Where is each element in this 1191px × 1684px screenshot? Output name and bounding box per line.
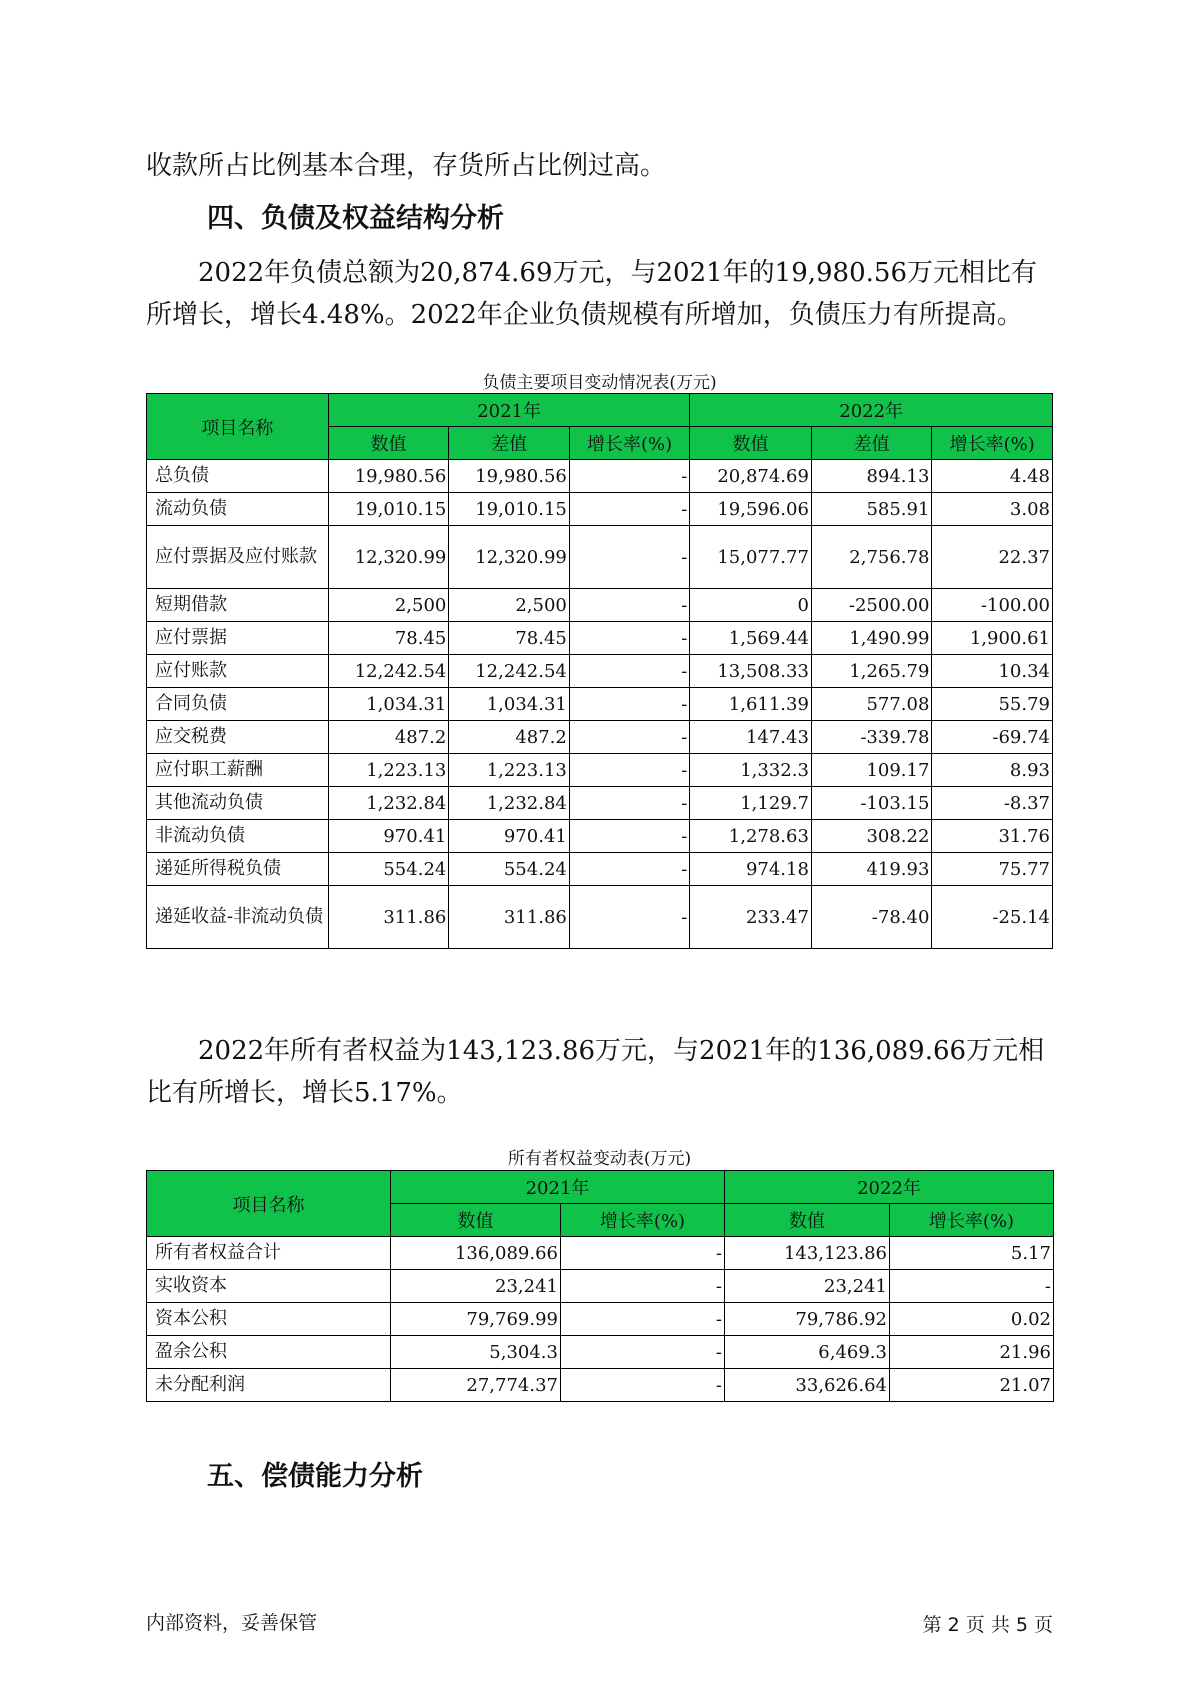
rate-2022: -25.14 (932, 886, 1053, 949)
value-2021: 1,034.31 (328, 688, 449, 721)
rate-2021: - (569, 820, 690, 853)
rate-2021: - (561, 1237, 725, 1270)
table-row (147, 853, 1053, 886)
rate-2021: - (569, 589, 690, 622)
table-row (147, 655, 1053, 688)
row-label: 递延收益-非流动负债 (147, 886, 329, 949)
liability-change-table (146, 393, 1053, 949)
table-row (147, 1270, 1054, 1303)
value-2022: 233.47 (690, 886, 812, 949)
diff-2022: 1,265.79 (811, 655, 932, 688)
value-2022: 79,786.92 (725, 1303, 890, 1336)
row-label: 盈余公积 (147, 1336, 391, 1369)
diff-2022: 894.13 (811, 460, 932, 493)
rate-2021: - (569, 886, 690, 949)
rate-2021: - (569, 754, 690, 787)
header-value-2021: 数值 (328, 427, 449, 460)
value-2021: 970.41 (328, 820, 449, 853)
diff-2021: 1,034.31 (449, 688, 570, 721)
table-row (147, 1303, 1054, 1336)
rate-2022: 75.77 (932, 853, 1053, 886)
value-2021: 136,089.66 (391, 1237, 561, 1270)
row-label: 短期借款 (147, 589, 329, 622)
header-value-2022: 数值 (725, 1204, 890, 1237)
diff-2022: 419.93 (811, 853, 932, 886)
rate-2022: 10.34 (932, 655, 1053, 688)
rate-2022: -8.37 (932, 787, 1053, 820)
row-label: 合同负债 (147, 688, 329, 721)
liability-summary-paragraph: 2022年负债总额为20,874.69万元，与2021年的19,980.56万元相比有所增长，增长4.48%。2022年企业负债规模有所增加，负债压力有所提高。 (146, 258, 1037, 330)
value-2021: 1,223.13 (328, 754, 449, 787)
rate-2022: 21.07 (890, 1369, 1054, 1402)
header-year-2021: 2021年 (391, 1171, 725, 1204)
row-label: 总负债 (147, 460, 329, 493)
header-diff-2022: 差值 (811, 427, 932, 460)
header-year-2021: 2021年 (328, 394, 690, 427)
table-row (147, 787, 1053, 820)
value-2021: 487.2 (328, 721, 449, 754)
header-year-2022: 2022年 (725, 1171, 1054, 1204)
rate-2021: - (569, 526, 690, 589)
table-row (147, 526, 1053, 589)
rate-2021: - (569, 787, 690, 820)
row-label: 资本公积 (147, 1303, 391, 1336)
rate-2021: - (561, 1369, 725, 1402)
value-2021: 23,241 (391, 1270, 561, 1303)
table-row (147, 622, 1053, 655)
liability-table-caption: 负债主要项目变动情况表(万元) (482, 373, 717, 393)
intro-tail-paragraph: 收款所占比例基本合理，存货所占比例过高。 (146, 151, 667, 181)
value-2022: 23,241 (725, 1270, 890, 1303)
value-2022: 33,626.64 (725, 1369, 890, 1402)
rate-2021: - (569, 460, 690, 493)
value-2022: 1,332.3 (690, 754, 812, 787)
rate-2021: - (569, 493, 690, 526)
row-label: 非流动负债 (147, 820, 329, 853)
value-2022: 974.18 (690, 853, 812, 886)
diff-2021: 970.41 (449, 820, 570, 853)
value-2021: 1,232.84 (328, 787, 449, 820)
diff-2022: -2500.00 (811, 589, 932, 622)
row-label: 实收资本 (147, 1270, 391, 1303)
rate-2022: 5.17 (890, 1237, 1054, 1270)
diff-2022: 585.91 (811, 493, 932, 526)
table-row (147, 754, 1053, 787)
table-row (147, 1369, 1054, 1402)
value-2022: 1,611.39 (690, 688, 812, 721)
rate-2021: - (569, 655, 690, 688)
rate-2021: - (561, 1303, 725, 1336)
diff-2021: 487.2 (449, 721, 570, 754)
rate-2022: 0.02 (890, 1303, 1054, 1336)
section-4-heading: 四、负债及权益结构分析 (207, 203, 504, 234)
rate-2022: - (890, 1270, 1054, 1303)
diff-2021: 2,500 (449, 589, 570, 622)
table-row (147, 721, 1053, 754)
diff-2022: 308.22 (811, 820, 932, 853)
header-rate-2022: 增长率(%) (932, 427, 1053, 460)
value-2022: 1,278.63 (690, 820, 812, 853)
rate-2022: -100.00 (932, 589, 1053, 622)
diff-2022: 577.08 (811, 688, 932, 721)
value-2022: 1,569.44 (690, 622, 812, 655)
diff-2021: 12,320.99 (449, 526, 570, 589)
row-label: 流动负债 (147, 493, 329, 526)
value-2021: 78.45 (328, 622, 449, 655)
value-2021: 19,010.15 (328, 493, 449, 526)
header-item-name: 项目名称 (147, 1171, 391, 1237)
row-label: 其他流动负债 (147, 787, 329, 820)
value-2022: 13,508.33 (690, 655, 812, 688)
table-row (147, 493, 1053, 526)
equity-table-caption: 所有者权益变动表(万元) (507, 1149, 692, 1169)
equity-summary-paragraph: 2022年所有者权益为143,123.86万元，与2021年的136,089.66万元相比有所增长，增长5.17%。 (146, 1036, 1045, 1108)
diff-2022: -103.15 (811, 787, 932, 820)
table-row (147, 820, 1053, 853)
diff-2021: 554.24 (449, 853, 570, 886)
value-2022: 15,077.77 (690, 526, 812, 589)
header-year-2022: 2022年 (690, 394, 1053, 427)
rate-2021: - (561, 1270, 725, 1303)
value-2022: 1,129.7 (690, 787, 812, 820)
rate-2022: 31.76 (932, 820, 1053, 853)
rate-2022: -69.74 (932, 721, 1053, 754)
value-2021: 12,320.99 (328, 526, 449, 589)
row-label: 未分配利润 (147, 1369, 391, 1402)
table-row (147, 1336, 1054, 1369)
row-label: 应付账款 (147, 655, 329, 688)
value-2021: 12,242.54 (328, 655, 449, 688)
rate-2022: 4.48 (932, 460, 1053, 493)
row-label: 递延所得税负债 (147, 853, 329, 886)
row-label: 应交税费 (147, 721, 329, 754)
diff-2021: 19,010.15 (449, 493, 570, 526)
footer-page-number: 第 2 页 共 5 页 (922, 1614, 1053, 1636)
value-2021: 2,500 (328, 589, 449, 622)
header-rate-2021: 增长率(%) (561, 1204, 725, 1237)
rate-2022: 3.08 (932, 493, 1053, 526)
diff-2021: 1,223.13 (449, 754, 570, 787)
rate-2021: - (569, 622, 690, 655)
header-value-2021: 数值 (391, 1204, 561, 1237)
rate-2021: - (569, 721, 690, 754)
table-row (147, 589, 1053, 622)
rate-2022: 1,900.61 (932, 622, 1053, 655)
diff-2021: 1,232.84 (449, 787, 570, 820)
table-row (147, 460, 1053, 493)
value-2022: 143,123.86 (725, 1237, 890, 1270)
diff-2022: -339.78 (811, 721, 932, 754)
row-label: 所有者权益合计 (147, 1237, 391, 1270)
diff-2022: 109.17 (811, 754, 932, 787)
footer-confidential-note: 内部资料，妥善保管 (146, 1612, 318, 1634)
value-2022: 19,596.06 (690, 493, 812, 526)
value-2022: 6,469.3 (725, 1336, 890, 1369)
header-rate-2022: 增长率(%) (890, 1204, 1054, 1237)
row-label: 应付职工薪酬 (147, 754, 329, 787)
value-2022: 147.43 (690, 721, 812, 754)
value-2022: 20,874.69 (690, 460, 812, 493)
value-2022: 0 (690, 589, 812, 622)
diff-2022: 1,490.99 (811, 622, 932, 655)
rate-2021: - (569, 853, 690, 886)
table-row (147, 688, 1053, 721)
value-2021: 79,769.99 (391, 1303, 561, 1336)
header-value-2022: 数值 (690, 427, 812, 460)
value-2021: 5,304.3 (391, 1336, 561, 1369)
diff-2021: 311.86 (449, 886, 570, 949)
diff-2021: 78.45 (449, 622, 570, 655)
value-2021: 19,980.56 (328, 460, 449, 493)
rate-2022: 21.96 (890, 1336, 1054, 1369)
row-label: 应付票据及应付账款 (147, 526, 329, 589)
section-5-heading: 五、偿债能力分析 (207, 1461, 423, 1492)
value-2021: 311.86 (328, 886, 449, 949)
diff-2021: 12,242.54 (449, 655, 570, 688)
rate-2022: 55.79 (932, 688, 1053, 721)
header-item-name: 项目名称 (147, 394, 329, 460)
header-rate-2021: 增长率(%) (569, 427, 690, 460)
row-label: 应付票据 (147, 622, 329, 655)
table-row (147, 886, 1053, 949)
rate-2021: - (569, 688, 690, 721)
value-2021: 554.24 (328, 853, 449, 886)
diff-2022: 2,756.78 (811, 526, 932, 589)
equity-change-table (146, 1170, 1054, 1402)
diff-2022: -78.40 (811, 886, 932, 949)
rate-2021: - (561, 1336, 725, 1369)
rate-2022: 22.37 (932, 526, 1053, 589)
header-diff-2021: 差值 (449, 427, 570, 460)
value-2021: 27,774.37 (391, 1369, 561, 1402)
rate-2022: 8.93 (932, 754, 1053, 787)
table-row (147, 1237, 1054, 1270)
diff-2021: 19,980.56 (449, 460, 570, 493)
